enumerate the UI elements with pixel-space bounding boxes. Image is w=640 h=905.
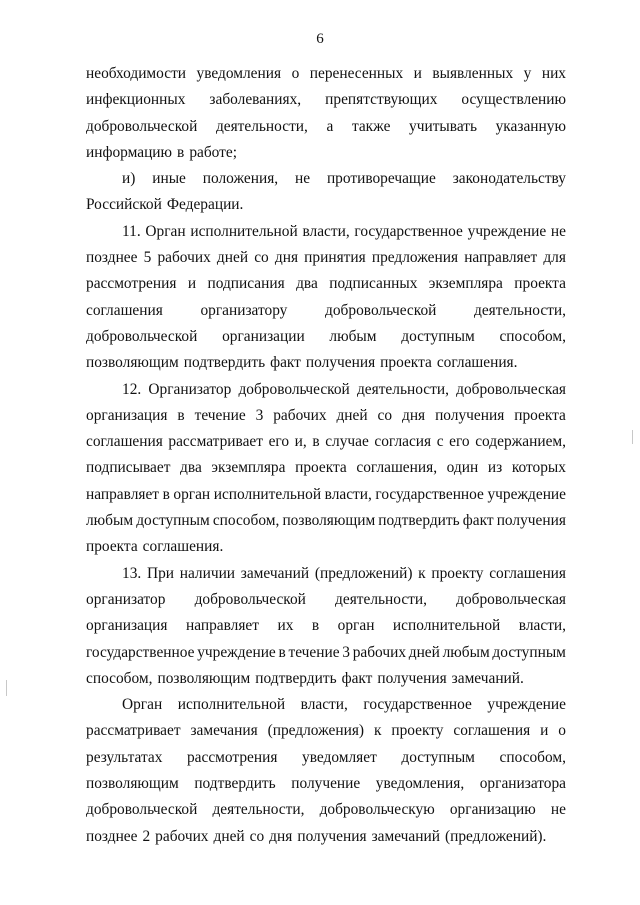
word: в <box>177 143 185 161</box>
word: дня <box>274 249 299 267</box>
word: направляет <box>185 617 259 635</box>
word: Федерации. <box>166 196 244 214</box>
word: рассмотрения <box>186 748 278 766</box>
word: 5 <box>143 249 152 267</box>
word: у <box>523 65 532 82</box>
word: препятствующих <box>325 91 438 109</box>
word: учитывать <box>409 117 477 135</box>
word: 11. <box>122 222 141 240</box>
word: доступным <box>401 748 475 766</box>
word: уведомления <box>196 65 282 82</box>
word: подтвердить <box>194 775 276 793</box>
word: течение <box>194 406 246 424</box>
word: власти, <box>302 222 350 240</box>
word: со <box>249 827 265 845</box>
word: Орган <box>122 696 163 714</box>
word: подтвердить <box>255 669 337 687</box>
word: к <box>373 722 382 740</box>
word: деятельности, <box>212 801 305 819</box>
text-line <box>86 587 566 613</box>
word: Российской <box>86 196 162 214</box>
word: о <box>558 722 566 740</box>
word: организатору <box>200 301 288 319</box>
word: в <box>311 617 320 635</box>
word: противоречащие <box>326 170 436 188</box>
text-line <box>86 508 566 534</box>
scan-artifact <box>6 680 7 696</box>
word: один <box>446 459 479 477</box>
word: рабочих <box>273 406 327 424</box>
word: получения <box>305 354 376 372</box>
word: проекта <box>514 406 566 424</box>
word: замечаний. <box>451 669 524 687</box>
word: государственное <box>363 696 472 714</box>
word: добровольческая <box>456 380 566 398</box>
word: соглашения <box>86 433 163 451</box>
text-line <box>86 140 566 166</box>
word: любым <box>329 327 377 345</box>
word: экземпляра <box>428 275 503 293</box>
word: учреждение <box>467 222 547 240</box>
word: соглашения. <box>142 538 224 556</box>
word: позволяющим <box>157 669 251 687</box>
text-line <box>86 824 566 850</box>
text-line <box>86 534 566 560</box>
word: его <box>268 433 290 451</box>
word: направляет <box>464 249 538 267</box>
word: 3 <box>342 643 350 661</box>
word: добровольческой <box>238 380 350 398</box>
word: наличии <box>179 564 236 582</box>
word: их <box>277 617 294 635</box>
word: организация <box>86 617 168 635</box>
scan-artifact <box>632 430 633 444</box>
word: проекта <box>86 538 138 556</box>
word: организация <box>86 406 168 424</box>
word: власти, <box>324 485 372 503</box>
word: способом, <box>212 512 280 530</box>
word: и <box>413 65 422 82</box>
word: способом, <box>499 327 566 345</box>
word: подтвердить <box>378 512 460 530</box>
word: содержанием, <box>475 433 566 451</box>
word: замечаний <box>240 564 310 582</box>
word: направляет <box>86 485 160 503</box>
word: деятельности, <box>356 380 449 398</box>
word: со <box>377 406 393 424</box>
word: подтвердить <box>183 354 266 372</box>
word: добровольческой <box>194 590 306 608</box>
word: учреждение <box>197 643 276 661</box>
text-line <box>86 561 566 587</box>
word: случае <box>325 433 369 451</box>
word: факт <box>462 512 494 530</box>
page-number: 6 <box>316 31 324 47</box>
word: положения, <box>202 170 279 188</box>
word: доступным <box>136 512 210 530</box>
word: учреждение <box>487 696 566 714</box>
word: соглашения <box>489 564 566 582</box>
word: рабочих <box>155 827 209 845</box>
word: добровольческой <box>86 801 198 819</box>
word: экземпляра <box>211 459 286 477</box>
word: иные <box>152 170 186 188</box>
text-line <box>86 298 566 324</box>
word: не <box>295 170 311 188</box>
word: (предложений). <box>444 827 547 845</box>
word: согласия <box>374 433 432 451</box>
word: исполнительной <box>213 485 322 503</box>
word: а <box>326 117 334 135</box>
word: необходимости <box>86 65 187 82</box>
text-line <box>86 192 566 218</box>
word: организации <box>222 327 305 345</box>
word: не <box>550 801 566 819</box>
text-line <box>86 219 566 245</box>
word: позволяющим <box>86 354 179 372</box>
word: орган <box>337 617 375 635</box>
word: получения <box>377 669 447 687</box>
word: факт <box>270 354 301 372</box>
word: При <box>146 564 174 582</box>
word: дня <box>269 827 293 845</box>
word: о <box>291 65 300 82</box>
word: дней <box>336 406 368 424</box>
word: 12. <box>122 380 142 398</box>
word: рабочих <box>157 249 211 267</box>
word: соглашения <box>453 722 531 740</box>
text-line <box>86 613 566 639</box>
text-line <box>86 482 566 508</box>
word: Организатор <box>148 380 232 398</box>
word: указанную <box>495 117 566 135</box>
word: 13. <box>122 564 142 582</box>
word: позволяющим <box>282 512 376 530</box>
word: проекту <box>391 722 444 740</box>
word: два <box>180 459 202 477</box>
word: заболеваниях, <box>209 91 302 109</box>
word: власти, <box>518 617 566 635</box>
text-line <box>86 324 566 350</box>
word: подписанных <box>329 275 418 293</box>
word: получения <box>496 512 566 530</box>
word: любым <box>86 512 134 530</box>
text-line <box>86 87 566 113</box>
word: добровольческую <box>319 801 435 819</box>
word: в <box>162 485 170 503</box>
word: деятельности, <box>474 301 566 319</box>
word: к <box>418 564 426 582</box>
word: перенесенных <box>309 65 404 82</box>
word: учреждение <box>487 485 566 503</box>
word: рассмотрения <box>86 275 177 293</box>
word: 2 <box>142 827 151 845</box>
word: информацию <box>86 143 173 161</box>
word: и, <box>294 433 307 451</box>
word: в <box>177 406 185 424</box>
text-line <box>86 718 566 744</box>
text-line <box>86 666 566 692</box>
text-line <box>86 61 566 87</box>
word: орган <box>173 485 211 503</box>
word: организацию <box>449 801 536 819</box>
text-line <box>86 771 566 797</box>
word: которых <box>511 459 566 477</box>
word: исполнительной <box>190 222 298 240</box>
word: и) <box>122 170 136 188</box>
word: не <box>550 222 566 240</box>
word: два <box>296 275 318 293</box>
word: со <box>254 249 269 267</box>
text-line <box>86 403 566 429</box>
word: исполнительной <box>177 696 286 714</box>
word: дней <box>408 643 440 661</box>
word: факт <box>341 669 373 687</box>
word: инфекционных <box>86 91 186 109</box>
word: замечаний <box>371 827 440 845</box>
word: принятия <box>304 249 366 267</box>
word: добровольческой <box>325 301 437 319</box>
word: (предложений) <box>314 564 413 582</box>
word: 3 <box>255 406 264 424</box>
word: и <box>540 722 549 740</box>
word: способом, <box>86 669 153 687</box>
word: рабочих <box>352 643 407 661</box>
word: позднее <box>86 249 138 267</box>
word: дня <box>401 406 426 424</box>
word: деятельности, <box>215 117 308 135</box>
word: Орган <box>145 222 186 240</box>
word: позволяющим <box>86 775 179 793</box>
word: доступным <box>492 643 566 661</box>
word: добровольческой <box>86 327 198 345</box>
word: позднее <box>86 827 138 845</box>
word: добровольческая <box>456 590 566 608</box>
text-line <box>86 455 566 481</box>
word: из <box>487 459 503 477</box>
word: любым <box>442 643 490 661</box>
word: в <box>312 433 320 451</box>
word: организатора <box>479 775 566 793</box>
word: доступным <box>401 327 475 345</box>
text-line <box>86 114 566 140</box>
text-line <box>86 271 566 297</box>
word: с <box>436 433 444 451</box>
word: выявленных <box>432 65 514 82</box>
word: государственное <box>354 222 463 240</box>
word: осуществлению <box>461 91 566 109</box>
text-line <box>86 640 566 666</box>
word: способом, <box>499 748 566 766</box>
word: соглашения, <box>356 459 438 477</box>
word: проекта <box>380 354 432 372</box>
word: получения <box>297 827 367 845</box>
word: и <box>187 275 197 293</box>
word: для <box>543 249 566 267</box>
word: уведомляет <box>302 748 377 766</box>
word: получения <box>435 406 505 424</box>
word: власти, <box>300 696 348 714</box>
word: добровольческой <box>86 117 198 135</box>
text-line <box>86 745 566 771</box>
document-body <box>86 61 566 850</box>
word: его <box>449 433 470 451</box>
word: замечания <box>190 722 258 740</box>
word: получение <box>291 775 361 793</box>
word: деятельности, <box>335 590 427 608</box>
word: государственное <box>86 643 195 661</box>
word: проекту <box>431 564 484 582</box>
word: государственное <box>375 485 484 503</box>
word: рассматривает <box>86 722 181 740</box>
word: проекта <box>295 459 347 477</box>
word: соглашения. <box>436 354 518 372</box>
word: проекта <box>514 275 566 293</box>
word: в <box>278 643 286 661</box>
word: результатах <box>86 748 163 766</box>
word: (предложения) <box>267 722 365 740</box>
word: рассматривает <box>168 433 263 451</box>
text-line <box>86 166 566 192</box>
word: подписывает <box>86 459 171 477</box>
text-line <box>86 797 566 823</box>
word: них <box>541 65 566 82</box>
word: организатор <box>86 590 166 608</box>
word: соглашения <box>86 301 163 319</box>
word: дней <box>213 827 245 845</box>
word: законодательству <box>452 170 566 188</box>
word: течение <box>288 643 340 661</box>
text-line <box>86 245 566 271</box>
word: исполнительной <box>392 617 501 635</box>
word: дней <box>216 249 249 267</box>
text-line <box>86 692 566 718</box>
word: предложения <box>371 249 459 267</box>
word: подписания <box>207 275 285 293</box>
word: работе; <box>189 143 238 161</box>
text-line <box>86 377 566 403</box>
word: уведомления, <box>375 775 465 793</box>
word: также <box>351 117 391 135</box>
text-line <box>86 350 566 376</box>
text-line <box>86 429 566 455</box>
